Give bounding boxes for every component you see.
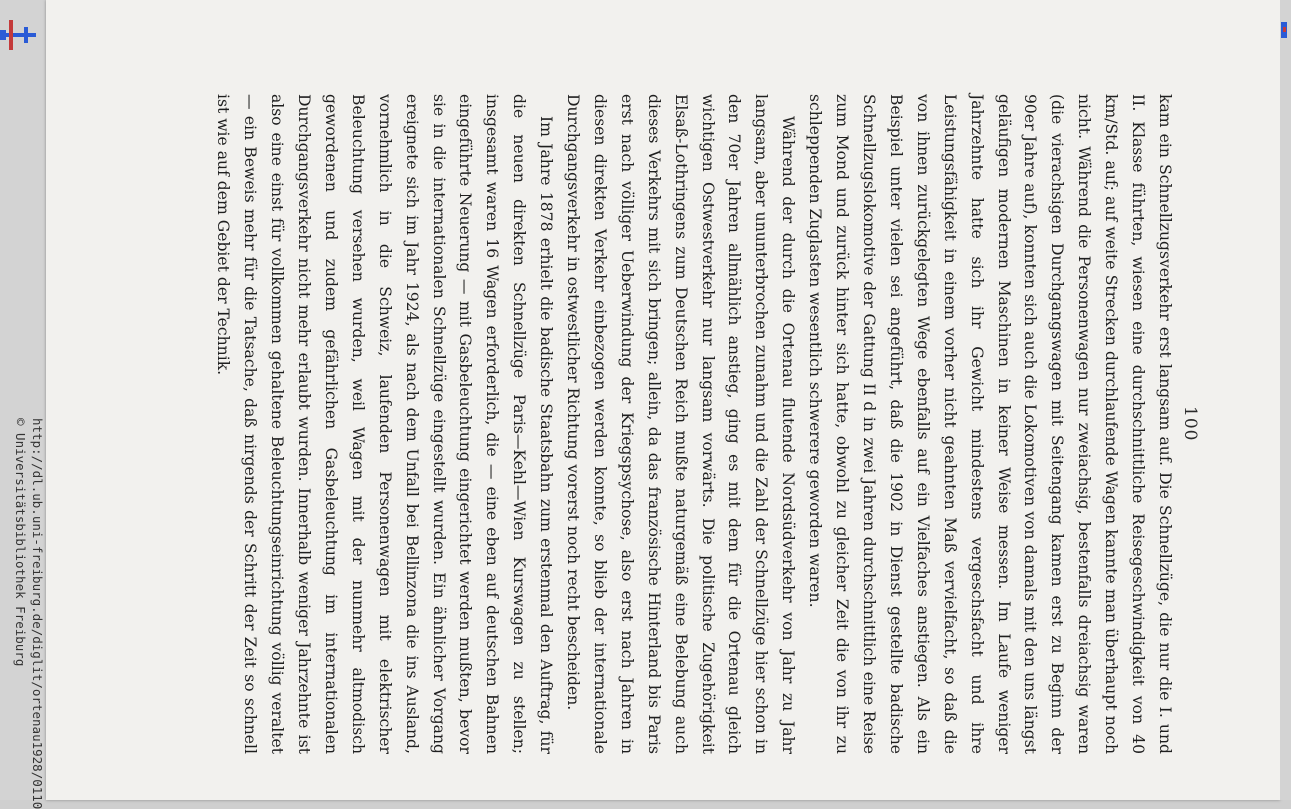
watermark [0, 0, 46, 809]
watermark-url: http://dl.ub.uni-freiburg.de/diglit/ortenau1928/0110 [30, 418, 45, 809]
paragraph: kam ein Schnellzugsverkehr erst langsam auf. Die Schnellzüge, die nur die I. und II. Klasse führten, wiesen eine durchschnittliche Reisegeschwindigkeit von 40 km/Std. auf; auf weite Strecken durchlaufende Wagen kannte man überhaupt noch nicht. Während die Personenwagen nur zweiachsig, bestenfalls dreiachsig waren (die vierachsigen Durchgangswagen mit Seitengang kamen erst zu Beginn der 90er Jahre auf), konnten sich auch die Lokomotiven von damals mit den uns längst geläufigen modernen Maschinen in keiner Weise messen. Im Laufe weniger Jahrzehnte hatte sich ihr Gewicht mindestens vergeschsfacht und ihre Leistungsfähigkeit in einem vorher nicht geahnten Maß vervielfacht, so daß die von ihnen zurückgelegten Wege ebenfalls auf ein Vielfaches anstiegen. Als ein Beispiel unter vielen sei angeführt, daß die 1902 in Dienst gestellte badische Schnellzugslokomotive der Gattung II d in zwei Jahren durchschnittlich eine Reise zum Mond und zurück hinter sich hatte, obwohl zu gleicher Zeit die von ihr zu schleppenden Zuglasten wesentlich schwerere geworden waren. [806, 94, 1174, 754]
watermark-copyright: © Universitätsbibliothek Freiburg [13, 418, 28, 667]
page-number: 100 [1180, 406, 1200, 442]
text-column [209, 94, 1178, 754]
page-marker-accent-icon [1283, 27, 1286, 32]
page-content [46, 0, 1280, 800]
paragraph: Im Jahre 1878 erhielt die badische Staatsbahn zum erstenmal den Auftrag, für die neuen direkten Schnellzüge Paris—Kehl—Wien Kurswagen zu stellen; insgesamt waren 16 Wagen erforderlich, die — eine eben auf deutschen Bahnen eingeführte Neuerung — mit Gasbeleuchtung eingerichtet werden mußten, bevor sie in die internationalen Schnellzüge eingestellt wurden. Ein ähnlicher Vorgang ereignete sich im Jahr 1924, als nach dem Unfall bei Bellinzona die ins Ausland, vornehmlich in die Schweiz, laufenden Personenwagen mit elektrischer Beleuchtung versehen wurden, weil Wagen mit der nunmehr altmodisch gewordenen und zudem gefährlichen Gasbeleuchtung im internationalen Durchgangsverkehr nicht mehr erlaubt wurden. Innerhalb weniger Jahrzehnte ist also eine einst für vollkommen gehaltene Beleuchtungseinrichtung völlig veraltet — ein Beweis mehr für die Tatsache, daß nirgends der Schritt der Zeit so schnell ist wie auf dem Gebiet der Technik. [214, 94, 556, 754]
paragraph: Während der durch die Ortenau flutende Nordsüdverkehr von Jahr zu Jahr langsam, aber ununterbrochen zunahm und die Zahl der Schnellzüge hier schon in den 70er Jahren allmählich anstieg, ging es mit dem für die Ortenau gleich wichtigen Ostwestverkehr nur langsam vorwärts. Die politische Zugehörigkeit Elsaß-Lothringens zum Deutschen Reich mußte naturgemäß eine Belebung auch dieses Verkehrs mit sich bringen; allein, da das französische Hinterland bis Paris erst nach völliger Ueberwindung der Kriegspsychose, also erst nach Jahren in diesen direkten Verkehr einbezogen werden konnte, so blieb der internationale Durchgangsverkehr in ostwestlicher Richtung vorerst noch recht bescheiden. [564, 94, 798, 754]
scanned-page [46, 0, 1280, 800]
viewer-right-margin [1280, 0, 1291, 800]
